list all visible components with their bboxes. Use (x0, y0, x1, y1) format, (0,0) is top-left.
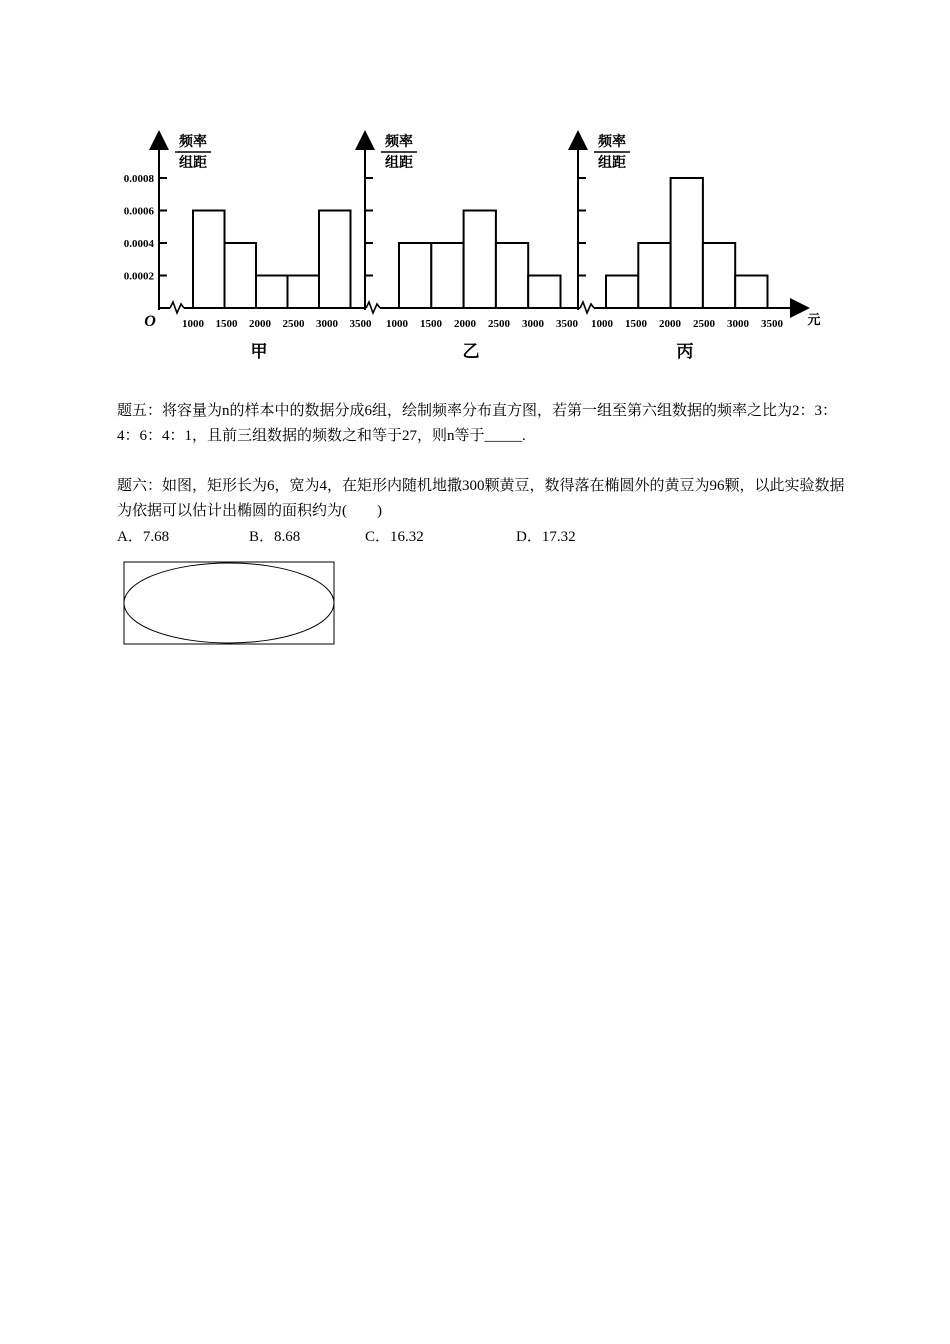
y-label-top-1: 频率 (179, 135, 207, 150)
bar-1-1 (193, 211, 225, 309)
option-d[interactable]: D．17.32 (516, 529, 576, 545)
x-axis-break (580, 302, 594, 313)
x-tick-label: 3000 (316, 318, 338, 330)
ellipse (124, 563, 334, 643)
y-label-top-3: 频率 (598, 135, 626, 150)
panel-label-2: 乙 (462, 342, 480, 361)
x-tick-label: 3500 (761, 318, 783, 330)
x-tick-label: 2000 (454, 318, 476, 330)
panel-label-3: 丙 (676, 342, 694, 361)
y-label-bottom-3: 组距 (598, 156, 626, 171)
x-tick-label: 3000 (522, 318, 544, 330)
x-tick-label: 1500 (625, 318, 647, 330)
y-tick-label: 0.0004 (123, 238, 154, 250)
bar-2-5 (528, 276, 560, 309)
bar-3-3 (671, 178, 703, 308)
y-tick-label: 0.0002 (123, 270, 154, 283)
y-label-bottom-2: 组距 (385, 156, 413, 171)
bar-2-1 (399, 243, 431, 308)
bar-3-4 (703, 243, 735, 308)
rectangle-ellipse-figure (122, 560, 338, 650)
x-unit-label: 元 (807, 312, 821, 327)
y-label-top-2: 频率 (385, 135, 413, 150)
x-tick-label: 1000 (591, 318, 613, 330)
option-b[interactable]: B．8.68 (249, 529, 301, 545)
question-6: 题六：如图，矩形长为6，宽为4，在矩形内随机地撒300颗黄豆，数得落在椭圆外的黄豆为96颗，以此实验数据为依据可以估计出椭圆的面积约为( ) (117, 478, 845, 519)
x-tick-label: 3000 (727, 318, 749, 330)
x-tick-label: 1500 (420, 318, 442, 330)
x-axis-break (170, 302, 184, 313)
bar-3-5 (735, 276, 767, 309)
x-axis-break (366, 302, 380, 313)
x-tick-label: 2500 (488, 318, 510, 330)
x-tick-label: 2500 (282, 318, 305, 330)
bar-2-4 (496, 243, 528, 308)
y-tick-label: 0.0008 (123, 173, 154, 185)
x-tick-label: 1000 (386, 318, 408, 330)
panel-label-1: 甲 (250, 342, 268, 361)
x-tick-label: 2000 (249, 318, 271, 330)
bar-1-2 (225, 243, 257, 308)
bar-1-3 (256, 276, 288, 309)
x-tick-label: 1000 (182, 318, 204, 330)
y-tick-label: 0.0006 (123, 205, 154, 218)
frequency-histograms-figure (0, 0, 950, 380)
x-tick-label: 1500 (215, 318, 238, 330)
answer-options (117, 525, 717, 547)
x-tick-label: 3500 (349, 318, 372, 330)
x-tick-label: 2000 (659, 318, 681, 330)
bar-1-4 (288, 276, 320, 309)
y-label-bottom-1: 组距 (179, 156, 207, 171)
bar-3-1 (606, 276, 638, 309)
question-5: 题五：将容量为n的样本中的数据分成6组，绘制频率分布直方图，若第一组至第六组数据的频率之比为2：3：4：6：4：1，且前三组数据的频数之和等于27，则n等于_____. (117, 403, 838, 444)
bar-3-2 (638, 243, 670, 308)
origin-label: O (144, 313, 156, 330)
x-tick-label: 3500 (556, 318, 578, 330)
bar-2-2 (431, 243, 463, 308)
option-c[interactable]: C．16.32 (365, 529, 424, 545)
bar-2-3 (464, 211, 496, 309)
option-a[interactable]: A．7.68 (117, 529, 170, 545)
x-tick-label: 2500 (693, 318, 715, 330)
bar-1-5 (319, 211, 351, 309)
